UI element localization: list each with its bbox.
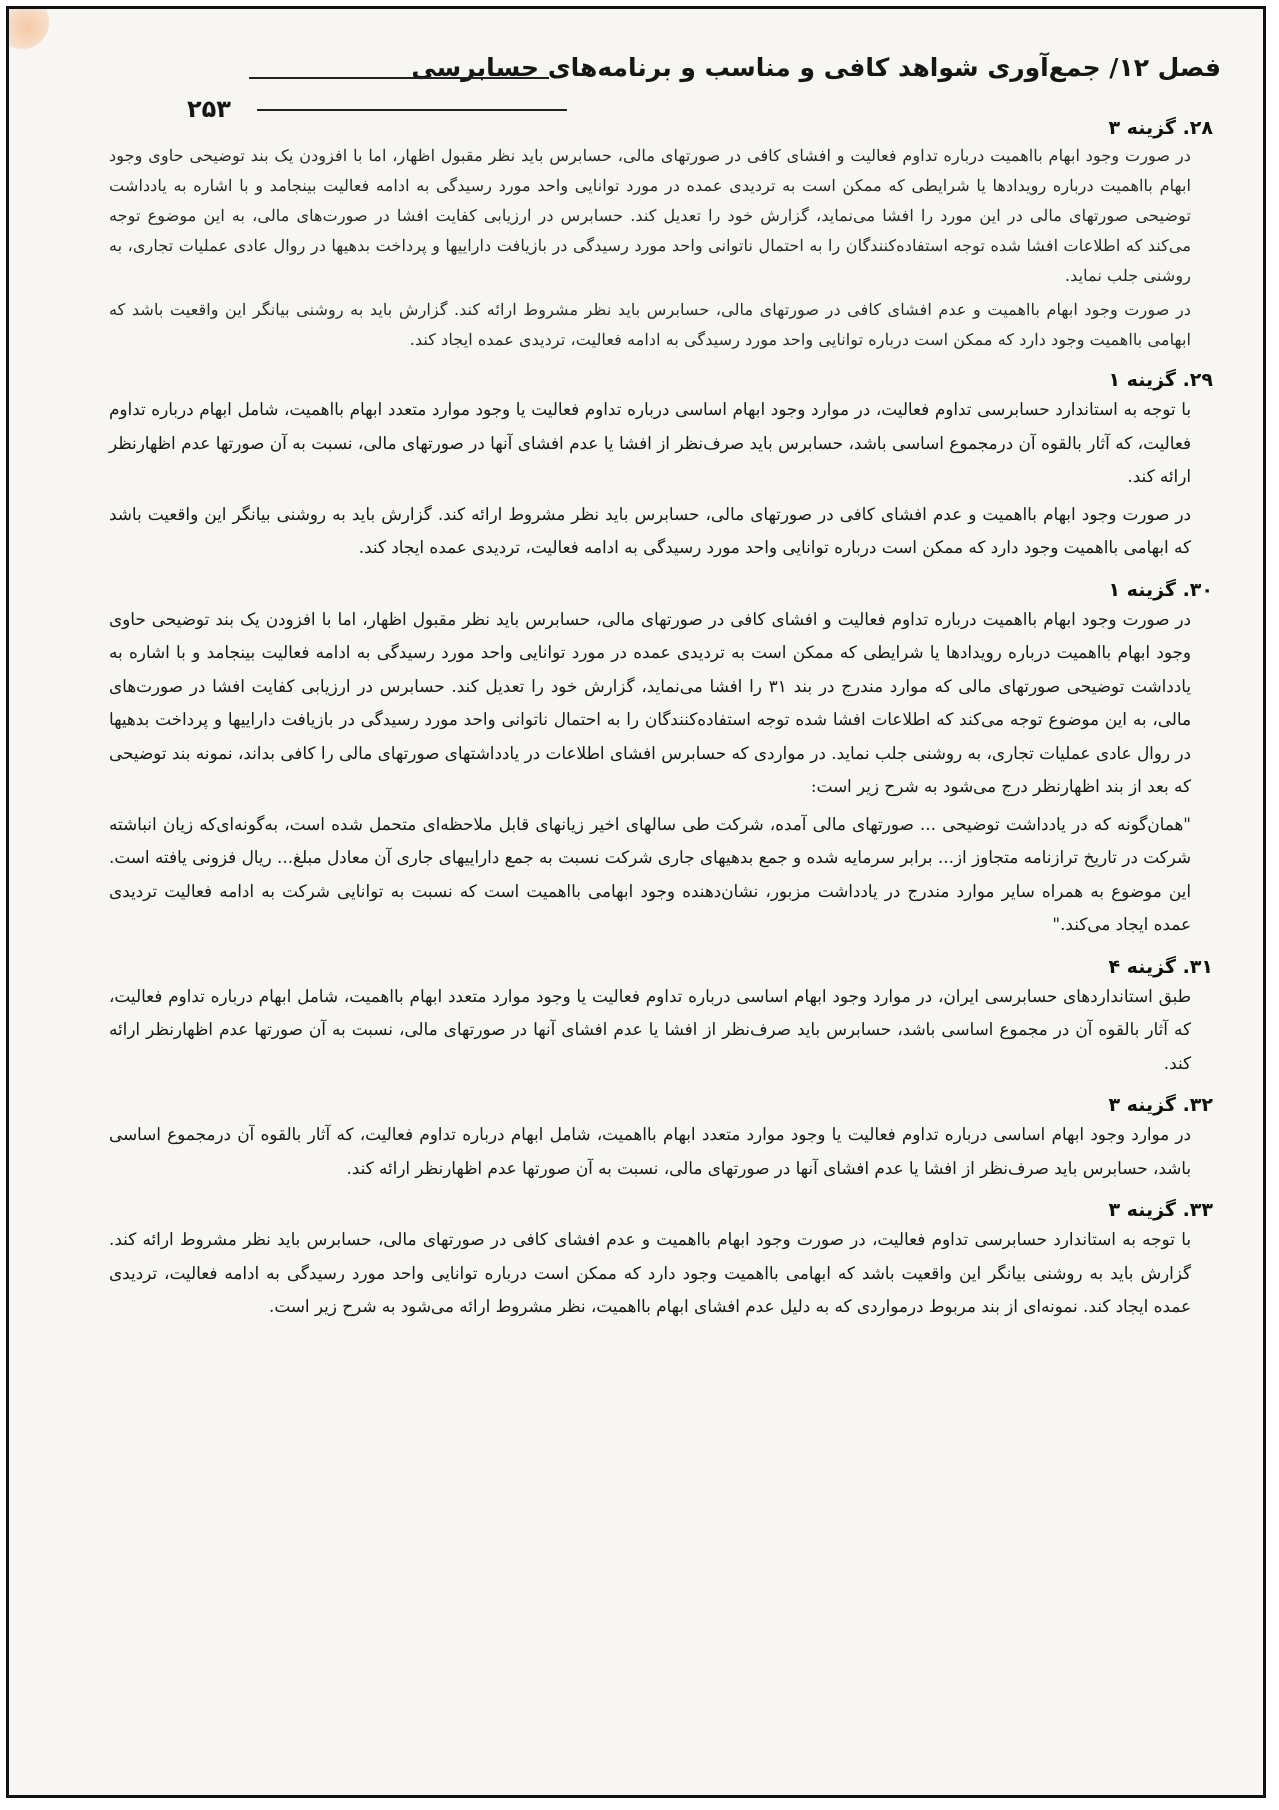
chapter-title: فصل ۱۲/ جمع‌آوری شواهد کافی و مناسب و برنامه‌های حسابرسی <box>411 53 1221 82</box>
answer-paragraph: در صورت وجود ابهام بااهمیت درباره تداوم فعالیت و افشای کافی در صورتهای مالی، حسابرس باید نظر مقبول اظهار، اما با افزودن یک بند توضیحی حاوی وجود ابهام بااهمیت درباره رویدادها یا شرایطی که ممکن است به تردیدی عمده در مورد توانایی واحد مورد رسیدگی به ادامه فعالیت بینجامد و با اشاره به یادداشت توضیحی صورتهای مالی که موارد مندرج در بند ۳۱ را افشا می‌نماید، گزارش خود را تعدیل کند. حسابرس در ارزیابی کفایت افشا در صورت‌های مالی، به این موضوع توجه می‌کند که اطلاعات افشا شده توجه استفاده‌کنندگان را به احتمال ناتوانی واحد مورد رسیدگی در بازیافت داراییها و پرداخت بدهیها در روال عادی عملیات تجاری، به روشنی جلب نماید. در مواردی که حسابرس افشای اطلاعات در یادداشتهای صورتهای مالی را کافی بداند، نمونه بند توضیحی که بعد از بند اظهارنظر درج می‌شود به شرح زیر است: <box>109 608 1191 796</box>
answer-heading: ۳۰. گزینه ۱ <box>1108 578 1213 601</box>
answer-paragraph: در صورت وجود ابهام بااهمیت درباره تداوم فعالیت و افشای کافی در صورتهای مالی، حسابرس باید نظر مقبول اظهار، اما با افزودن یک بند توضیحی حاوی وجود ابهام بااهمیت درباره رویدادها یا شرایطی که ممکن است به تردیدی عمده در مورد توانایی واحد مورد رسیدگی به ادامه فعالیت بینجامد و با اشاره به یادداشت توضیحی صورتهای مالی در این مورد را افشا می‌نماید، گزارش خود را تعدیل کند. حسابرس در ارزیابی کفایت افشا در صورت‌های مالی، به این موضوع توجه می‌کند که اطلاعات افشا شده توجه استفاده‌کنندگان را به احتمال ناتوانی واحد مورد رسیدگی در بازیافت داراییها و پرداخت بدهیها در روال عادی عملیات تجاری، به روشنی جلب نماید. <box>109 146 1191 285</box>
page-number: ۲۵۳ <box>187 95 231 123</box>
answer-heading: ۲۸. گزینه ۳ <box>1108 117 1213 139</box>
answer-heading: ۲۹. گزینه ۱ <box>1108 369 1213 391</box>
answer-paragraph: در موارد وجود ابهام اساسی درباره تداوم فعالیت یا وجود موارد متعدد ابهام بااهمیت، شامل ابهام درباره تداوم فعالیت، که آثار بالقوه آن درمجموع اساسی باشد، حسابرس باید صرف‌نظر از افشا یا عدم افشای آنها در صورتهای مالی، نسبت به آن صورتها عدم اظهارنظر ارائه کند. <box>109 1124 1191 1178</box>
answer-29 <box>109 369 1213 565</box>
answer-paragraph: در صورت وجود ابهام بااهمیت و عدم افشای کافی در صورتهای مالی، حسابرس باید نظر مشروط ارائه کند. گزارش باید به روشنی بیانگر این واقعیت باشد که ابهامی بااهمیت وجود دارد که ممکن است درباره توانایی واحد مورد رسیدگی به ادامه فعالیت، تردیدی عمده ایجاد کند. <box>109 300 1191 349</box>
answer-30 <box>109 579 1213 942</box>
answer-28 <box>109 117 1213 355</box>
page-number-rule <box>257 109 567 111</box>
answer-paragraph: با توجه به استاندارد حسابرسی تداوم فعالیت، در صورت وجود ابهام بااهمیت و عدم افشای کافی در صورتهای مالی، حسابرس باید نظر مشروط ارائه کند. گزارش باید به روشنی بیانگر این واقعیت باشد که ابهامی بااهمیت وجود دارد که ممکن است درباره توانایی واحد مورد رسیدگی به ادامه فعالیت، تردیدی عمده ایجاد کند. نمونه‌ای از بند مربوط درمواردی که به دلیل عدم افشای ابهام بااهمیت، نظر مشروط ارائه می‌شود به شرح زیر است. <box>109 1229 1191 1316</box>
answer-paragraph: با توجه به استاندارد حسابرسی تداوم فعالیت، در موارد وجود ابهام اساسی درباره تداوم فعالیت یا وجود موارد متعدد ابهام بااهمیت، شامل ابهام درباره تداوم فعالیت، که آثار بالقوه آن درمجموع اساسی باشد، حسابرس باید صرف‌نظر از افشا یا عدم افشای آنها در صورتهای مالی، نسبت به آن صورتها عدم اظهارنظر ارائه کند. <box>109 399 1191 486</box>
answer-heading: ۳۱. گزینه ۴ <box>1108 955 1213 978</box>
answer-heading: ۳۳. گزینه ۳ <box>1108 1199 1213 1221</box>
answer-paragraph: در صورت وجود ابهام بااهمیت و عدم افشای کافی در صورتهای مالی، حسابرس باید نظر مشروط ارائه کند. گزارش باید به روشنی بیانگر این واقعیت باشد که ابهامی بااهمیت وجود دارد که ممکن است درباره توانایی واحد مورد رسیدگی به ادامه فعالیت، تردیدی عمده ایجاد کند. <box>109 503 1191 557</box>
answer-32 <box>109 1094 1213 1185</box>
answer-paragraph: طبق استانداردهای حسابرسی ایران، در موارد وجود ابهام اساسی درباره تداوم فعالیت یا وجود موارد متعدد ابهام بااهمیت، شامل ابهام درباره تداوم فعالیت، که آثار بالقوه آن در مجموع اساسی باشد، حسابرس باید صرف‌نظر از افشا یا عدم افشای آنها در صورتهای مالی، نسبت به آن صورتها عدم اظهارنظر ارائه کند. <box>109 985 1191 1073</box>
answer-31 <box>109 956 1213 1081</box>
page-frame <box>6 6 1266 1798</box>
answers-body <box>109 117 1213 1338</box>
answer-quote: "همان‌گونه که در یادداشت توضیحی ... صورتهای مالی آمده، شرکت طی سالهای اخیر زیانهای قابل ملاحظه‌ای متحمل شده است، به‌گونه‌ای‌که زیان انباشته شرکت در تاریخ ترازنامه متجاوز از... برابر سرمایه شده و جمع بدهیهای جاری شرکت نسبت به جمع داراییهای جاری آن معادل مبلغ... ریال فزونی یافته است. این موضوع به همراه سایر موارد مندرج در یادداشت مزبور، نشان‌دهنده وجود ابهامی بااهمیت است که نسبت به توانایی شرکت به ادامه فعالیت تردیدی عمده ایجاد می‌کند." <box>109 813 1191 934</box>
answer-33 <box>109 1199 1213 1324</box>
header-rule <box>249 77 549 79</box>
corner-stain <box>6 6 49 49</box>
answer-heading: ۳۲. گزینه ۳ <box>1108 1094 1213 1116</box>
running-header <box>189 53 1221 93</box>
